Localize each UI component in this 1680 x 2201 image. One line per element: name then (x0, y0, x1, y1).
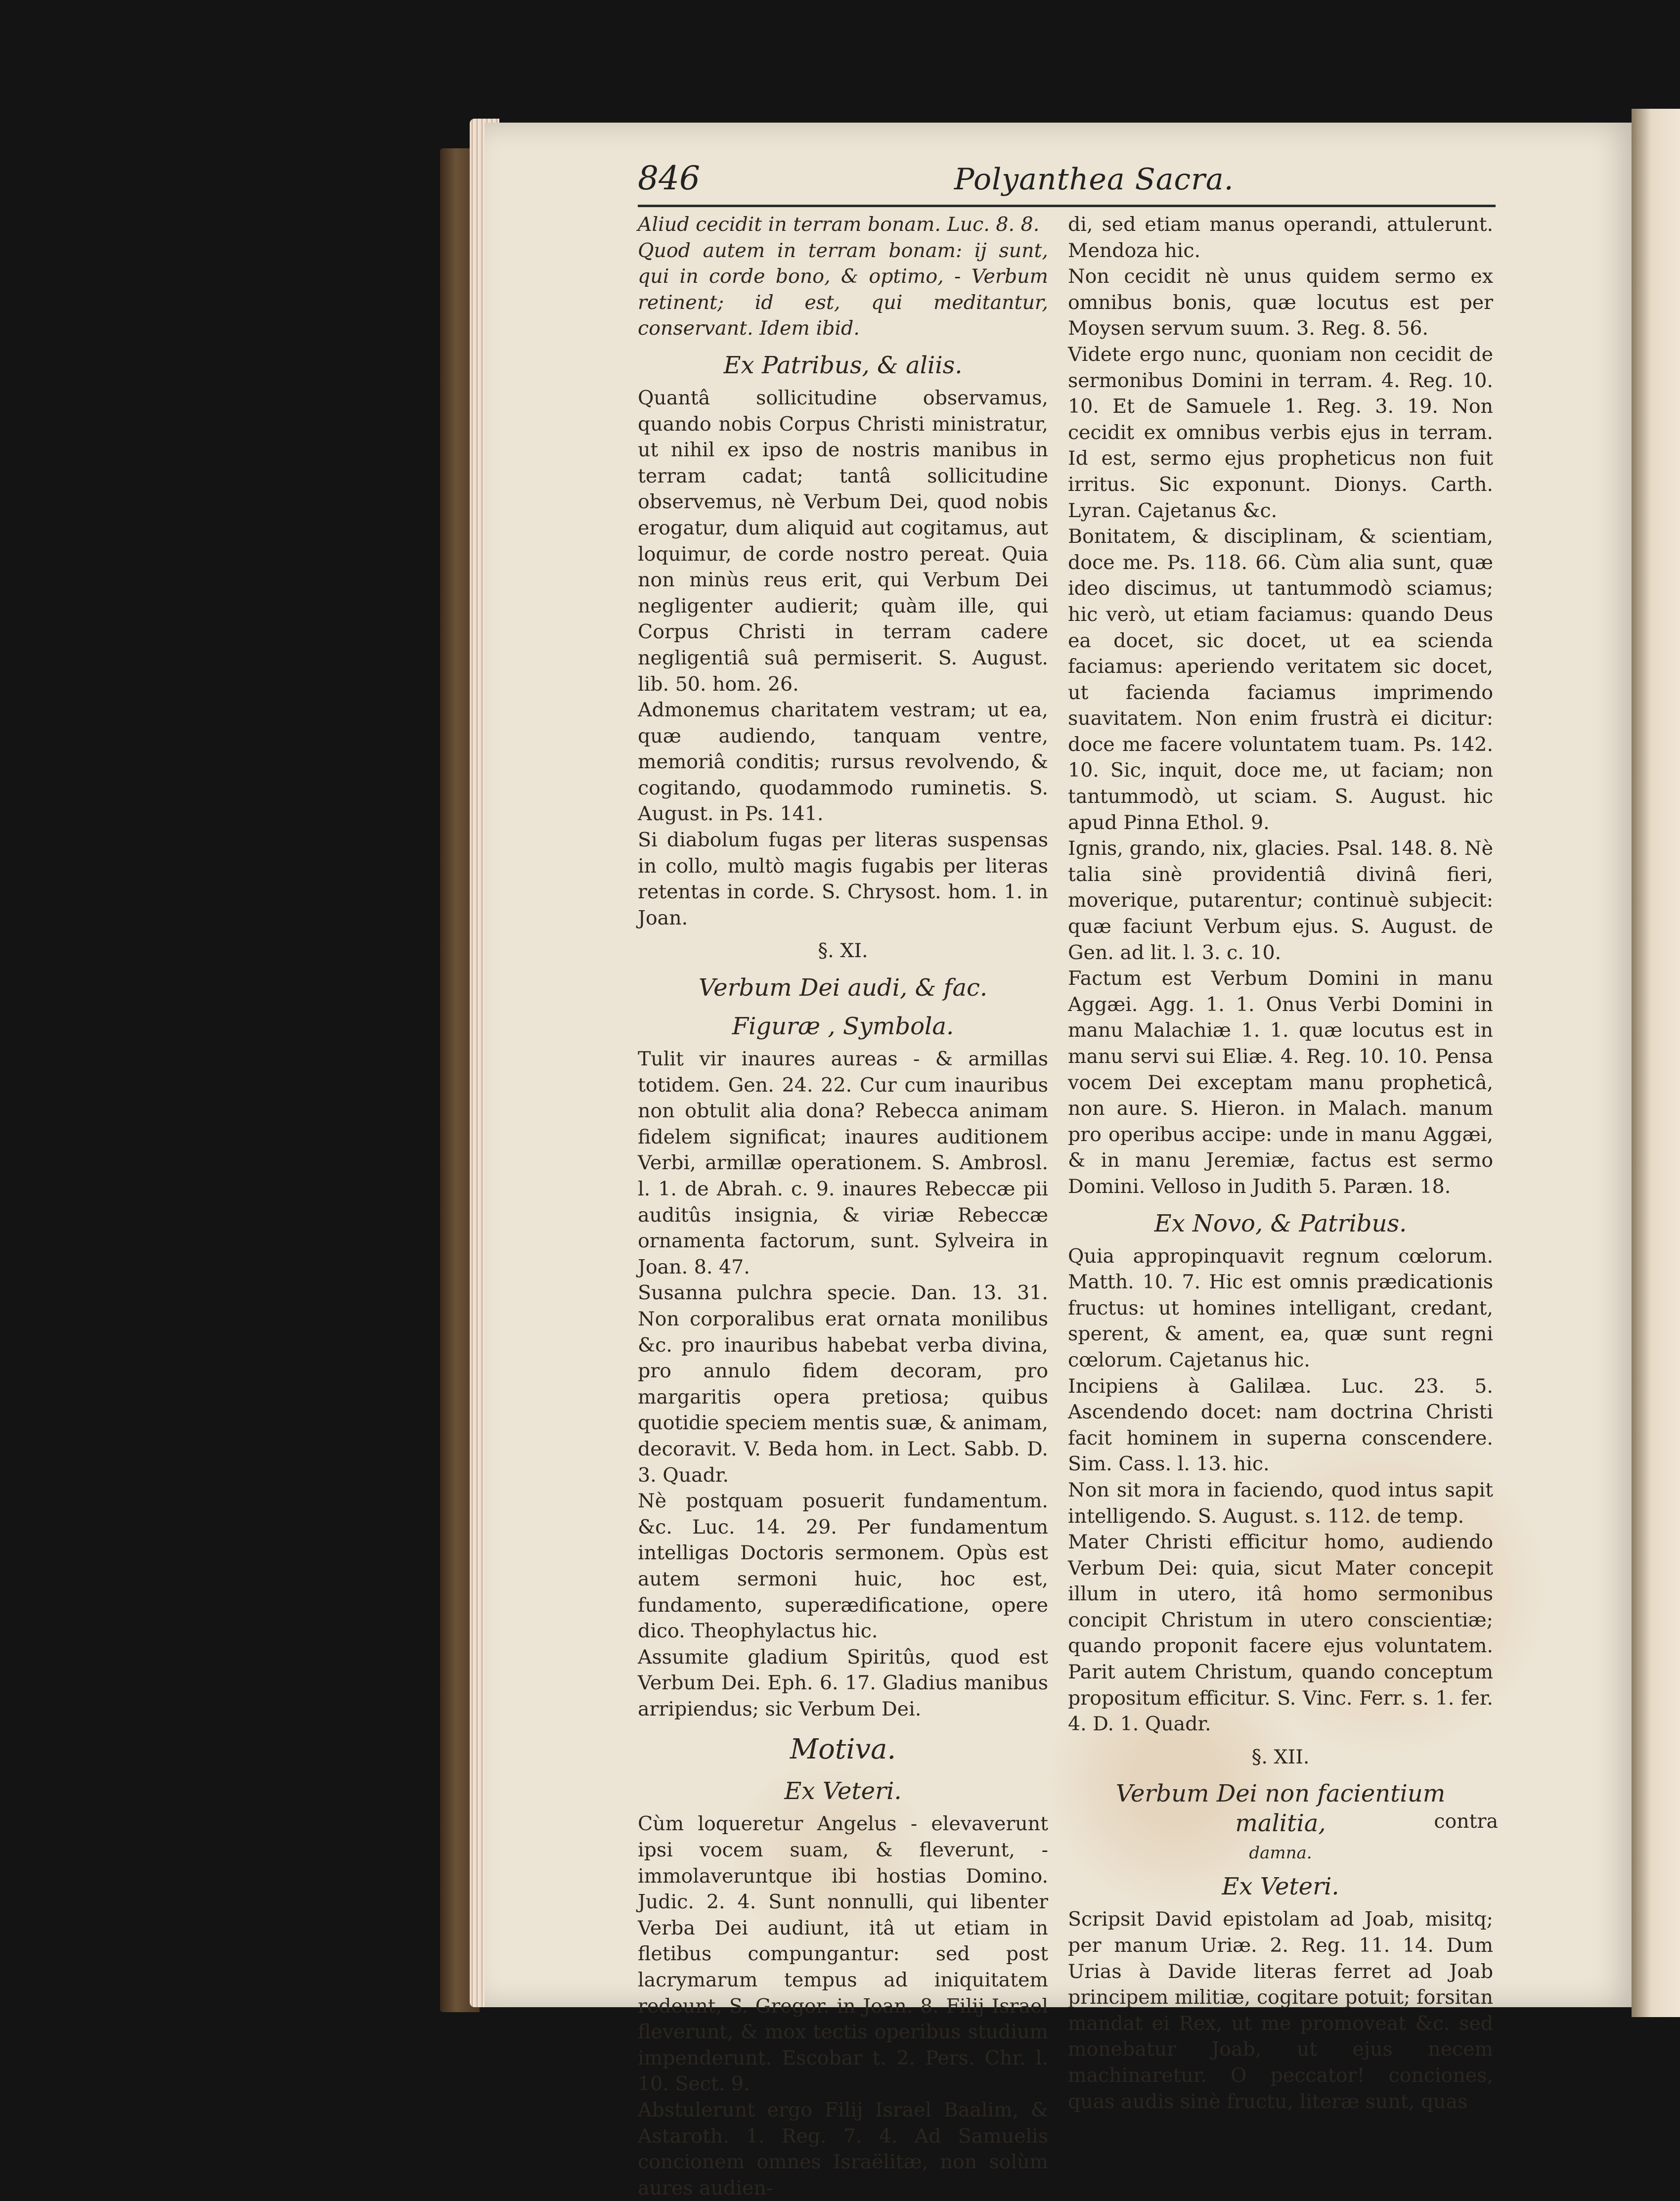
section-number: §. XI. (818, 939, 868, 963)
left-text-column (638, 212, 1048, 2201)
major-heading: Motiva. (790, 1733, 896, 1766)
paragraph: Admonemus charitatem vestram; ut ea, quæ audiendo, tanquam ventre, memoriâ conditis; rursus revolvendo, & cogitando, quodammodo ruminetis. S. August. in Ps. 141. (638, 699, 1048, 826)
paragraph: Tulit vir inaures aureas - & armillas totidem. Gen. 24. 22. Cur cum inauribus non obtulit alia dona? Rebecca animam fidelem significat; inaures auditionem Verbi, armillæ operationem. S. Ambrosl. l. 1. de Abrah. c. 9. inaures Rebeccæ pii auditûs insignia, & viriæ Rebeccæ ornamenta factorum, sunt. Sylveira in Joan. 8. 47. (638, 1048, 1048, 1278)
scripture-quote: Aliud cecidit in terram bonam. Luc. 8. 8. (638, 213, 1040, 236)
catchword: contra (1434, 1810, 1498, 1833)
paragraph: Scripsit David epistolam ad Joab, misitq; per manum Uriæ. 2. Reg. 11. 14. Dum Urias à Davide literas ferret ad Joab principem militiæ, cogitare potuit; forsitan mandat ei Rex, ut me promoveat &c. sed monebatur Joab, ut ejus necem machinaretur. O peccator! conciones, quas audis sinè fructu, literæ sunt, quas (1068, 1908, 1493, 2113)
paragraph: Videte ergo nunc, quoniam non cecidit de sermonibus Domini in terram. 4. Reg. 10. 10. Et de Samuele 1. Reg. 3. 19. Non cecidit ex omnibus verbis ejus in terram. Id est, sermo ejus propheticus non fuit irritus. Sic exponunt. Dionys. Carth. Lyran. Cajetanus &c. (1068, 343, 1493, 522)
header-rule (638, 205, 1496, 207)
paragraph: Non cecidit nè unus quidem sermo ex omnibus bonis, quæ locutus est per Moysen servum suum. 3. Reg. 8. 56. (1068, 265, 1493, 340)
right-text-column (1068, 212, 1498, 2114)
paragraph: Factum est Verbum Domini in manu Aggæi. Agg. 1. 1. Onus Verbi Domini in manu Malachiæ 1. 1. quæ locutus est in manu servi sui Eliæ. 4. Reg. 10. 10. Pensa vocem Dei exceptam manu propheticâ, non aure. S. Hieron. in Malach. manum pro operibus accipe: unde in manu Aggæi, & in manu Jeremiæ, factus est sermo Domini. Velloso in Judith 5. Paræn. 18. (1068, 967, 1493, 1198)
paragraph: Si diabolum fugas per literas suspensas in collo, multò magis fugabis per literas retentas in corde. S. Chrysost. hom. 1. in Joan. (638, 829, 1048, 929)
section-heading: Verbum Dei audi, & fac. (698, 974, 988, 1002)
paragraph: Quia appropinquavit regnum cœlorum. Matth. 10. 7. Hic est omnis prædicationis fructus: ut homines intelligant, credant, sperent, & ament, ea, quæ sunt regni cœlorum. Cajetanus hic. (1068, 1244, 1493, 1371)
scripture-quote: Quod autem in terram bonam: ij sunt, qui in corde bono, & optimo, - Verbum retinent; id est, qui meditantur, conservant. Idem ibid. (638, 239, 1048, 340)
paragraph: Cùm loqueretur Angelus - elevaverunt ipsi vocem suam, & fleverunt, - immolaveruntque ibi hostias Domino. Judic. 2. 4. Sunt nonnulli, qui libenter Verba Dei audiunt, itâ ut etiam in fletibus compungantur: sed post lacrymarum tempus ad iniquitatem redeunt, S. Gregor. in Joan. 8. Filij Israel fleverunt, & mox tectis operibus studium impenderunt. Escobar t. 2. Pers. Chr. l. 10. Sect. 9. (638, 1812, 1048, 2096)
paragraph: Quantâ sollicitudine observamus, quando nobis Corpus Christi ministratur, ut nihil ex ipso de nostris manibus in terram cadat; tantâ sollicitudine observemus, nè Verbum Dei, quod nobis erogatur, dum aliquid aut cogitamus, aut loquimur, de corde nostro pereat. Quia non minùs reus erit, qui Verbum Dei negligenter audierit; quàm ille, qui Corpus Christi in terram cadere negligentiâ suâ permiserit. S. August. lib. 50. hom. 26. (638, 386, 1048, 696)
section-number: §. XII. (1251, 1745, 1310, 1768)
page-number: 846 (638, 159, 700, 197)
section-heading: Ex Veteri. (784, 1777, 902, 1805)
paragraph: Abstulerunt ergo Filij Israel Baalim, & Astaroth. 1. Reg. 7. 4. Ad Samuelis concionem omnes Israëlitæ, non solùm aures audien- (638, 2099, 1048, 2200)
section-heading: Ex Novo, & Patribus. (1154, 1209, 1407, 1237)
section-heading: Figuræ , Symbola. (732, 1012, 954, 1041)
page-header (638, 159, 1496, 205)
running-title: Polyanthea Sacra. (954, 162, 1234, 197)
paragraph: Mater Christi efficitur homo, audiendo Verbum Dei: quia, sicut Mater concepit illum in utero, itâ homo sermonibus concipit Christum in utero conscientiæ; quando proponit facere ejus voluntatem. Parit autem Christum, quando conceptum propositum efficitur. S. Vinc. Ferr. s. 1. fer. 4. D. 1. Quadr. (1068, 1531, 1493, 1736)
section-heading: Verbum Dei non facientium malitia, (1115, 1780, 1446, 1838)
paragraph: Incipiens à Galilæa. Luc. 23. 5. Ascendendo docet: nam doctrina Christi facit hominem in superna conscendere. Sim. Cass. l. 13. hic. (1068, 1374, 1493, 1476)
next-page-gutter (1632, 109, 1680, 2017)
heading-continuation: damna. (1249, 1843, 1312, 1863)
paragraph: Assumite gladium Spiritûs, quod est Verbum Dei. Eph. 6. 17. Gladius manibus arripiendus; sic Verbum Dei. (638, 1645, 1048, 1720)
section-heading: Ex Veteri. (1222, 1873, 1339, 1901)
paragraph: Bonitatem, & disciplinam, & scientiam, doce me. Ps. 118. 66. Cùm alia sunt, quæ ideo discimus, ut tantummodò sciamus; hic verò, ut etiam faciamus: quando Deus ea docet, sic docet, ut ea scienda faciamus: aperiendo veritatem sic docet, ut facienda faciamus imprimendo suavitatem. Non enim frustrà ei dicitur: doce me facere voluntatem tuam. Ps. 142. 10. Sic, inquit, doce me, ut faciam; non tantummodò, ut sciam. S. August. hic apud Pinna Ethol. 9. (1068, 525, 1493, 834)
paragraph: Nè postquam posuerit fundamentum. &c. Luc. 14. 29. Per fundamentum intelligas Doctoris sermonem. Opùs est autem sermoni huic, hoc est, fundamento, superædificatione, opere dico. Theophylactus hic. (638, 1490, 1048, 1643)
section-heading: Ex Patribus, & aliis. (723, 351, 963, 379)
paragraph: Non sit mora in faciendo, quod intus sapit intelligendo. S. August. s. 112. de temp. (1068, 1478, 1493, 1528)
paragraph: di, sed etiam manus operandi, attulerunt. Mendoza hic. (1068, 213, 1493, 262)
paragraph: Susanna pulchra specie. Dan. 13. 31. Non corporalibus erat ornata monilibus &c. pro inauribus habebat verba divina, pro annulo fidem decoram, pro margaritis opera pretiosa; quibus quotidie speciem mentis suæ, & animam, decoravit. V. Beda hom. in Lect. Sabb. D. 3. Quadr. (638, 1281, 1048, 1487)
paragraph: Ignis, grando, nix, glacies. Psal. 148. 8. Nè talia sinè providentiâ divinâ fieri, moverique, putarentur; continuè subjecit: quæ faciunt Verbum ejus. S. August. de Gen. ad lit. l. 3. c. 10. (1068, 837, 1493, 964)
